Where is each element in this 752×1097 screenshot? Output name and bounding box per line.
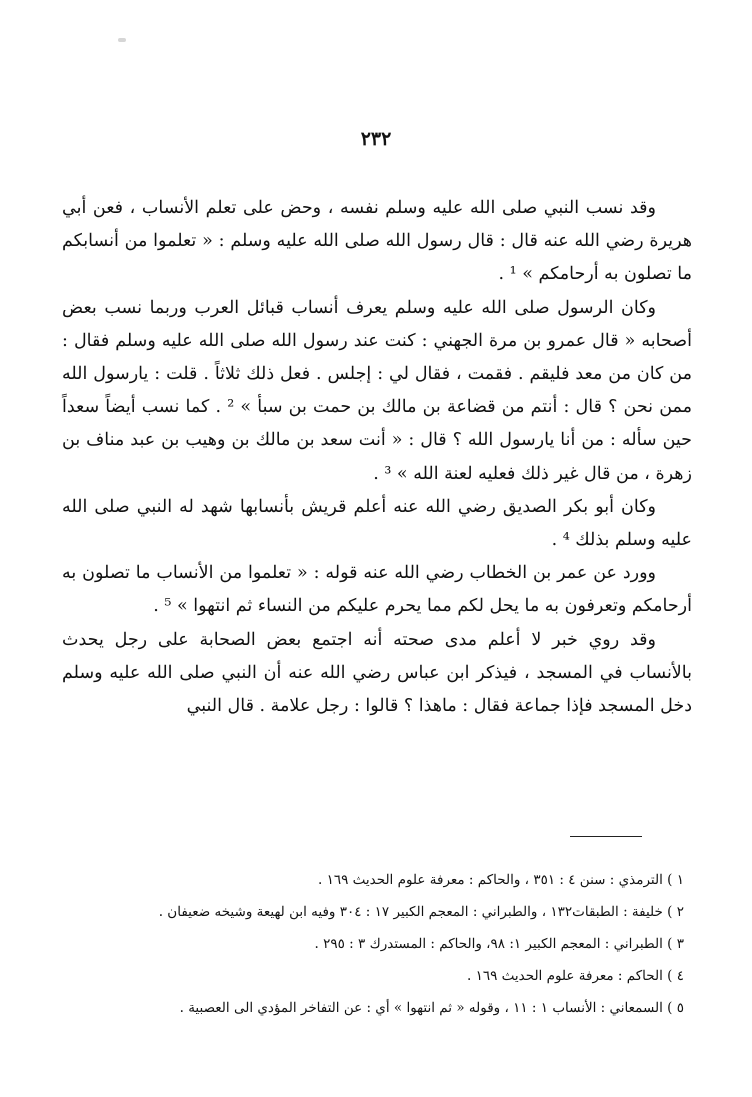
footnotes	[70, 864, 684, 1024]
footnote-1: ١ ) الترمذي : سنن ٤ : ٣٥١ ، والحاكم : معرفة علوم الحديث ١٦٩ .	[317, 872, 684, 888]
page-number: ٢٣٢	[360, 128, 392, 150]
footnote-separator	[570, 836, 642, 837]
paragraph-3: وكان أبو بكر الصديق رضي الله عنه أعلم قريش بأنسابها شهد له النبي صلى الله عليه وسلم بذلك ⁴ .	[62, 496, 692, 551]
paragraph-5: وقد روي خبر لا أعلم مدى صحته أنه اجتمع بعض الصحابة على رجل يحدث بالأنساب في المسجد ، فيذكر ابن عباس رضي الله عنه أن النبي صلى الله عليه وسلم دخل المسجد فإذا جماعة فقال : ماهذا ؟ قالوا : رجل علامة . قال النبي	[62, 629, 692, 717]
footnote-5: ٥ ) السمعاني : الأنساب ١ : ١١ ، وقوله « ثم انتهوا » أي : عن التفاخر المؤدي الى العصبية .	[179, 1000, 684, 1016]
scan-speck	[118, 38, 126, 42]
footnote-2: ٢ ) خليفة : الطبقات١٣٢ ، والطبراني : المعجم الكبير ١٧ : ٣٠٤ وفيه ابن لهيعة وشيخه ضعيفان .	[158, 904, 684, 920]
main-text	[62, 192, 692, 723]
paragraph-2: وكان الرسول صلى الله عليه وسلم يعرف أنساب قبائل العرب وربما نسب بعض أصحابه « قال عمرو بن مرة الجهني : كنت عند رسول الله صلى الله عليه وسلم فقال : من كان من معد فليقم . فقمت ، فقال لي : إجلس . فعل ذلك ثلاثاً . قلت : يارسول الله ممن نحن ؟ قال : أنتم من قضاعة بن مالك بن حمت بن سبأ » ² . كما نسب أيضاً سعداً حين سأله : من أنا يارسول الله ؟ قال : « أنت سعد بن مالك بن وهيب بن عبد مناف بن زهرة ، من قال غير ذلك فعليه لعنة الله » ³ .	[62, 297, 693, 484]
footnote-4: ٤ ) الحاكم : معرفة علوم الحديث ١٦٩ .	[466, 968, 684, 984]
paragraph-4: وورد عن عمر بن الخطاب رضي الله عنه قوله : « تعلموا من الأنساب ما تصلون به أرحامكم وتعرفون به ما يحل لكم مما يحرم عليكم من النساء ثم انتهوا » ⁵ .	[62, 563, 692, 617]
footnote-3: ٣ ) الطبراني : المعجم الكبير ١: ٩٨، والحاكم : المستدرك ٣ : ٢٩٥ .	[314, 936, 684, 952]
paragraph-1: وقد نسب النبي صلى الله عليه وسلم نفسه ، وحض على تعلم الأنساب ، فعن أبي هريرة رضي الله عنه قال : قال رسول الله صلى الله عليه وسلم : « تعلموا من أنسابكم ما تصلون به أرحامكم » ¹ .	[62, 198, 692, 285]
